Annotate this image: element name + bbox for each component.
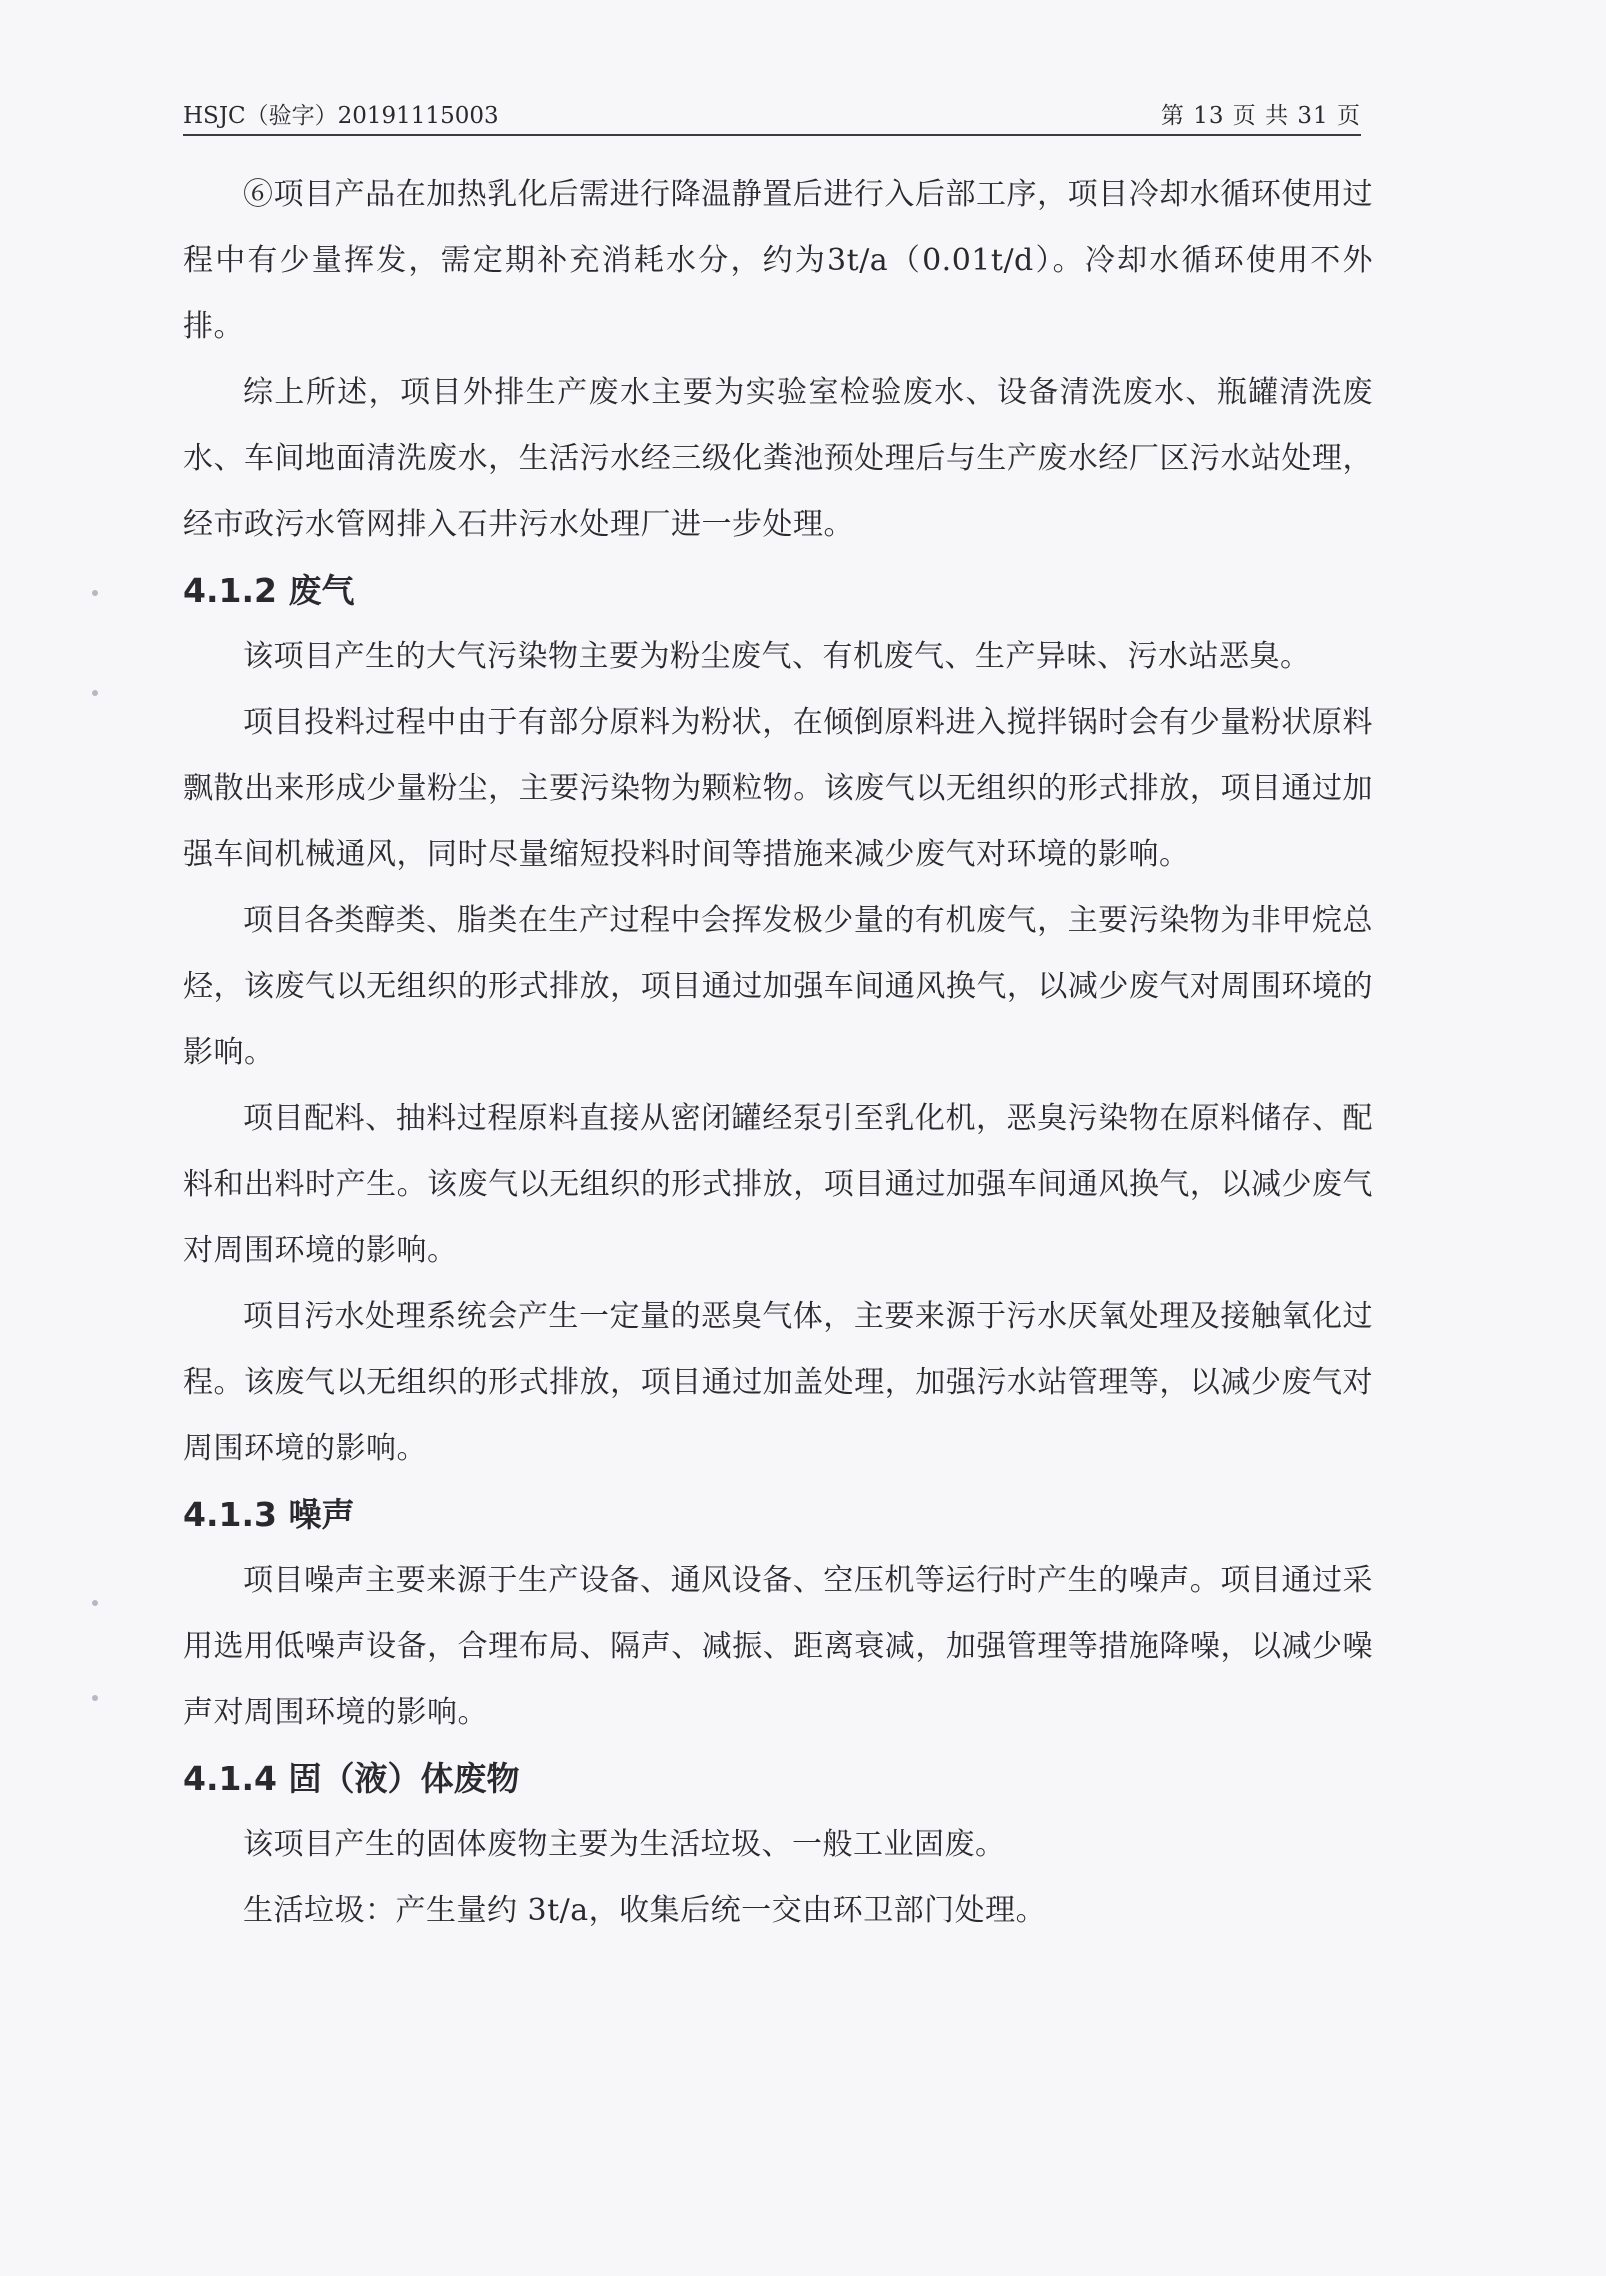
paragraph-cooling-water: ⑥项目产品在加热乳化后需进行降温静置后进行入后部工序，项目冷却水循环使用过程中有少量挥发，需定期补充消耗水分，约为3t/a（0.01t/d）。冷却水循环使用不外排。 bbox=[183, 177, 1373, 344]
paragraph-organic-gas: 项目各类醇类、脂类在生产过程中会挥发极少量的有机废气，主要污染物为非甲烷总烃，该废气以无组织的形式排放，项目通过加强车间通风换气，以减少废气对周围环境的影响。 bbox=[183, 903, 1373, 1070]
document-id: HSJC（验字）20191115003 bbox=[183, 103, 499, 129]
page-header bbox=[183, 98, 1361, 136]
scan-speck bbox=[92, 590, 98, 596]
paragraph-air-pollutants: 该项目产生的大气污染物主要为粉尘废气、有机废气、生产异味、污水站恶臭。 bbox=[243, 639, 1311, 674]
page-number: 第 13 页 共 31 页 bbox=[1160, 103, 1361, 129]
scan-speck bbox=[92, 1600, 98, 1606]
paragraph-dust: 项目投料过程中由于有部分原料为粉状，在倾倒原料进入搅拌锅时会有少量粉状原料飘散出来形成少量粉尘，主要污染物为颗粒物。该废气以无组织的形式排放，项目通过加强车间机械通风，同时尽量缩短投料时间等措施来减少废气对环境的影响。 bbox=[183, 705, 1373, 872]
paragraph-sewage-odor: 项目污水处理系统会产生一定量的恶臭气体，主要来源于污水厌氧处理及接触氧化过程。该废气以无组织的形式排放，项目通过加盖处理，加强污水站管理等，以减少废气对周围环境的影响。 bbox=[183, 1299, 1373, 1466]
document-body bbox=[183, 162, 1373, 1944]
scan-speck bbox=[92, 690, 98, 696]
scan-speck bbox=[92, 1695, 98, 1701]
section-heading-414: 4.1.4 固（液）体废物 bbox=[183, 1759, 520, 1798]
paragraph-odor: 项目配料、抽料过程原料直接从密闭罐经泵引至乳化机，恶臭污染物在原料储存、配料和出料时产生。该废气以无组织的形式排放，项目通过加强车间通风换气，以减少废气对周围环境的影响。 bbox=[183, 1101, 1373, 1268]
section-heading-413: 4.1.3 噪声 bbox=[183, 1495, 355, 1534]
paragraph-domestic-garbage: 生活垃圾：产生量约 3t/a，收集后统一交由环卫部门处理。 bbox=[243, 1893, 1047, 1928]
paragraph-noise: 项目噪声主要来源于生产设备、通风设备、空压机等运行时产生的噪声。项目通过采用选用低噪声设备，合理布局、隔声、减振、距离衰减，加强管理等措施降噪，以减少噪声对周围环境的影响。 bbox=[183, 1563, 1373, 1730]
section-heading-412: 4.1.2 废气 bbox=[183, 571, 355, 610]
paragraph-wastewater-summary: 综上所述，项目外排生产废水主要为实验室检验废水、设备清洗废水、瓶罐清洗废水、车间地面清洗废水，生活污水经三级化粪池预处理后与生产废水经厂区污水站处理，经市政污水管网排入石井污水处理厂进一步处理。 bbox=[183, 375, 1373, 542]
paragraph-solid-waste: 该项目产生的固体废物主要为生活垃圾、一般工业固废。 bbox=[243, 1827, 1006, 1862]
